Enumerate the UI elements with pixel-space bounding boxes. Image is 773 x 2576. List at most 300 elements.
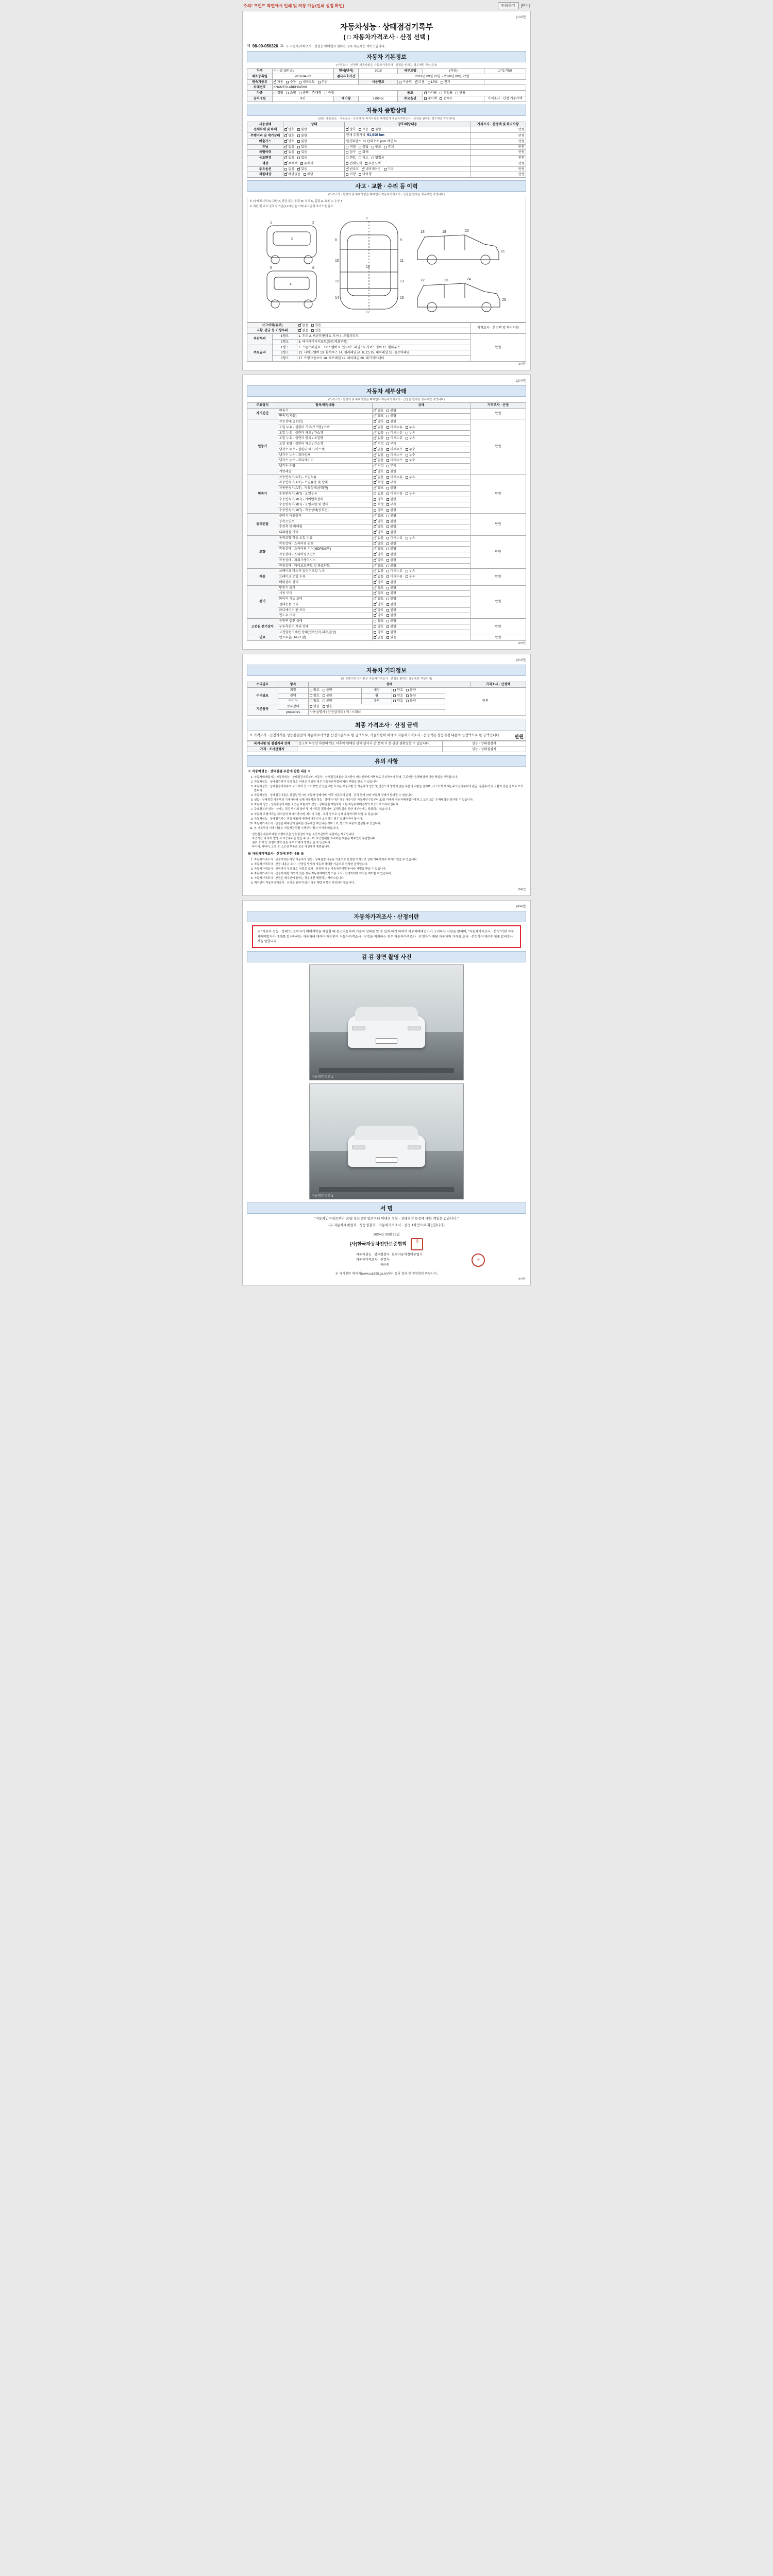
detail-opts-2-2[interactable] [373, 486, 470, 492]
opt-text: 전체도색 [349, 161, 362, 165]
opt-text: 양호 [377, 519, 384, 523]
doc-number-value: 98-00-050326 [252, 44, 278, 48]
other-item-0: 외장 [278, 687, 309, 693]
history-accident-opts[interactable] [297, 323, 470, 328]
opt-text: 불량 [390, 469, 397, 473]
opt-text: 없음 [377, 475, 384, 479]
detail-item-4-2: 작동상태 - 스티어링 기어(MDPS포함) [278, 547, 373, 552]
table-row [247, 139, 526, 144]
other-opts-1[interactable] [392, 687, 445, 693]
detail-item-5-2: 배력장치 상태 [278, 580, 373, 585]
opt-text: 누유 [409, 431, 415, 435]
opt-text: 없음 [377, 492, 384, 496]
opt-text: 장치 [388, 145, 394, 149]
svg-text:3: 3 [291, 237, 293, 241]
detail-item-6-4: 라디에이터 팬 모터 [278, 607, 373, 613]
overall-row-opts-4[interactable] [283, 150, 345, 156]
detail-opts-5-2[interactable] [373, 580, 470, 585]
option-options[interactable] [423, 96, 484, 101]
history-outer-rank1: 1. 후드 2. 프론트펜더 3. 도어 4. 트렁크리드 [297, 334, 470, 340]
table-row [247, 687, 526, 693]
detail-group-0: 자기진단 [247, 408, 278, 419]
detail-item-5-1: 브레이크 오일 누유 [278, 574, 373, 580]
opt-text: 양호 [377, 608, 384, 612]
page-mark-1-bottom: (1/4면) [517, 362, 526, 366]
detail-opts-1-6[interactable] [373, 452, 470, 458]
detail-opts-1-9[interactable] [373, 469, 470, 474]
opt-text: 불량 [375, 128, 381, 132]
svg-text:22: 22 [421, 278, 425, 282]
overall-row-opts-3[interactable] [283, 144, 345, 150]
list-item: 1. 자동차가격조사 · 산정가격은 해당 자동차의 성능 · 상태점검 내용을 기준으로 산정한 가격으로 실제 거래가격과 차이가 있을 수 있습니다. [254, 858, 525, 862]
overall-th-2: 양호/해당내용 [345, 122, 470, 127]
detail-opts-7-1[interactable] [373, 624, 470, 630]
opt-text: 있음 [315, 323, 322, 327]
detail-opts-4-4[interactable] [373, 557, 470, 563]
fuel-opt-0: 가솔린 [402, 80, 412, 84]
final-note-1: ※ 가격조사 · 산정가격은 성능점검일의 자동차로가액을 산정기준으로 한 금액으로, 기술사항이 아래의 자동차가격조사 · 산정액은 성능점검 내용의 산정액으로 한 금액입니다. [249, 733, 500, 737]
detail-opts-0-1[interactable] [373, 414, 470, 419]
row-label-seats: 승차정원 [247, 96, 273, 101]
usage-options[interactable] [423, 91, 526, 96]
other-th-3: 가격조사 · 산정액 [470, 682, 526, 688]
headlight-left-icon [352, 1145, 365, 1149]
doc-number-label: 제 [247, 44, 250, 48]
opt-text: 불량 [390, 409, 397, 413]
opt-text: 양호 [377, 558, 384, 562]
buyer-label: 매수인 [380, 1263, 390, 1267]
notice-title: 유의 사항 [247, 755, 526, 767]
detail-item-6-0: 발전기 출력 [278, 585, 373, 591]
svg-text:23: 23 [444, 278, 448, 282]
svg-text:11: 11 [400, 259, 404, 263]
detail-item-1-3: 오일 누유 - 실린더 블록 / 오일팬 [278, 436, 373, 442]
opt-text: 없음 [377, 636, 384, 640]
detail-opts-2-6[interactable] [373, 508, 470, 514]
detail-th-0: 주요장치 [247, 402, 278, 408]
opt-text: 부족 [390, 481, 397, 485]
opt-text: 양호 [288, 128, 295, 132]
overall-row-detail-4[interactable] [345, 150, 470, 156]
detail-opts-6-3[interactable] [373, 602, 470, 607]
opt-text: 양호 [377, 564, 384, 568]
detail-opts-2-5[interactable] [373, 502, 470, 508]
car-diagram-svg [263, 210, 510, 321]
table-row [247, 144, 526, 150]
overall-row-opts-0[interactable] [283, 127, 345, 133]
opt-text: 적정 [377, 481, 384, 485]
detail-opts-2-3[interactable] [373, 491, 470, 497]
opt-text: 불량 [390, 519, 397, 523]
other-opts-4[interactable] [309, 699, 362, 704]
opt-text: 없음 [377, 569, 384, 573]
opt-text: 양호 [377, 514, 384, 518]
detail-opts-4-1[interactable] [373, 541, 470, 547]
final-inspector-2: 성능 · 상태점검자 [442, 747, 526, 752]
history-right-amount: 만원 [470, 334, 526, 362]
inspector-stamp: 인 [472, 1253, 485, 1267]
opt-text: 양호 [397, 688, 404, 692]
opt-text: 있음 [315, 329, 322, 333]
opt-text: 유채색 [304, 161, 313, 165]
detail-opts-4-3[interactable] [373, 552, 470, 558]
other-opts-6[interactable] [309, 704, 445, 710]
photo-caption-2: 성능점검 장면 2 [312, 1195, 333, 1198]
overall-row-detail-7[interactable] [345, 166, 470, 172]
print-button[interactable]: 인쇄하기 [498, 2, 519, 9]
fuel-options[interactable] [398, 79, 484, 85]
type-opt-2: 중형 [303, 91, 309, 95]
page-mark-2-bottom: (2/4면) [517, 642, 526, 645]
detail-opts-8-0[interactable] [373, 635, 470, 641]
list-item: 2. 자동차가격조사 · 산정 내용은 조사 · 산정일 당시의 자동차 상태를 기준으로 산정한 금액입니다. [254, 862, 525, 867]
transmission-opt-3: 무단 [321, 80, 328, 84]
opt-text: 양호 [377, 614, 384, 618]
detail-opts-3-3[interactable] [373, 530, 470, 536]
svg-text:20: 20 [465, 229, 469, 233]
detail-opts-2-4[interactable] [373, 497, 470, 502]
value-inspect-valid: 2019년 09월 23일 ~ 2020년 09월 22일 [359, 74, 526, 79]
detail-group-6: 전기 [247, 585, 278, 619]
other-th-1: 항목 [278, 682, 309, 688]
detail-th-2: 상태 [373, 402, 470, 408]
opt-text: 불량 [390, 624, 397, 629]
page-mark-4-bottom: (4/4면) [517, 1277, 526, 1281]
overall-row-opts-7[interactable] [283, 166, 345, 172]
detail-amount-7: 만원 [470, 619, 526, 635]
overall-row-detail-8[interactable] [345, 172, 470, 178]
overall-row-opts-6[interactable] [283, 161, 345, 166]
table-row [247, 408, 526, 414]
overall-row-detail-3[interactable] [345, 144, 470, 150]
opt-text: 양호 [313, 699, 320, 703]
overall-row-label-1: 주행거리 및 계기상태 [247, 133, 283, 139]
opt-text: 양호 [377, 630, 384, 634]
other-th-2: 상태 [309, 682, 470, 688]
detail-item-7-2: 고전압전기배선 상태(접속단자,피복,손상) [278, 630, 373, 635]
svg-text:6: 6 [312, 266, 314, 270]
other-item-5: 유리 [361, 699, 392, 704]
signature-date: 2024년 03월 13일 [373, 1232, 400, 1236]
sub-item: 보증기간 내 하자 발생 시 보증수리를 받을 수 있으며, 보증범위를 초과하는 부분은 매수인이 부담합니다. [252, 837, 377, 841]
headlight-right-icon [408, 1145, 421, 1149]
detail-item-1-7: 냉각수 누수 - 라디에이터 [278, 458, 373, 464]
overall-th-0: 사용상태 [247, 122, 283, 127]
overall-row-detail-2 [345, 139, 470, 144]
row-label-fuel: 사용연료 [359, 79, 398, 85]
page-title: 자동차성능 · 상태점검기록부 [340, 23, 433, 31]
detail-opts-6-1[interactable] [373, 591, 470, 597]
detail-opts-1-3[interactable] [373, 436, 470, 442]
other-opts-2[interactable] [309, 693, 362, 699]
sheet-page-4 [242, 900, 531, 1285]
opt-text: 없음 [377, 459, 384, 463]
final-row-label-2: 가격 · 조사산정자 [247, 747, 297, 752]
history-exchange-opts[interactable] [297, 328, 470, 334]
detail-opts-1-5[interactable] [373, 447, 470, 452]
opt-text: 양호 [377, 553, 384, 556]
section-other-note: (및 특별이력 등사선은 자동차가격조사 · 산정을 원하는 경우에만 작성니다) [341, 677, 432, 681]
opt-text: 영업용 [375, 156, 384, 160]
opt-text: 미세누유 [390, 475, 403, 479]
detail-opts-1-7[interactable] [373, 458, 470, 464]
svg-text:24: 24 [467, 277, 471, 281]
opt-text: 해당 [307, 173, 313, 177]
list-item: 3. 자동차가격조사 · 산정자가 부정 또는 허위로 조사 · 산정한 경우 자동차관리법에 따라 처벌을 받을 수 있습니다. [254, 867, 525, 871]
detail-item-8-0: 연료누출(LPG포함) [278, 635, 373, 641]
section-history-note: (가격조사 · 산정에 및 복지사항은 매매업자 자동차가격조사 · 산정을 원하는 경우에만 작성니다) [328, 193, 445, 196]
opt-text: 없음 [302, 323, 309, 327]
overall-row-label-7: 주요옵션 [247, 166, 283, 172]
table-row [247, 419, 526, 425]
table-row [247, 569, 526, 574]
signature-table [283, 1252, 490, 1267]
detail-opts-6-5[interactable] [373, 613, 470, 619]
opt-text: 부분도색 [368, 161, 381, 165]
opt-text: 불량 [390, 614, 397, 618]
detail-opts-6-4[interactable] [373, 607, 470, 613]
history-inner-rank2: 12. 사이드멤버 13. 휠하우스 14. 필러패널 (A, B, C) 15. 대쉬패널 16. 플로어패널 [297, 350, 470, 356]
overall-row-detail-5[interactable] [345, 156, 470, 161]
opt-text: 누수 [409, 459, 415, 463]
detail-opts-2-1[interactable] [373, 480, 470, 486]
opt-text: 불량 [390, 514, 397, 518]
svg-text:8: 8 [335, 238, 337, 242]
section-basic-info-note: (가격조사 · 산정액 계속사항은 자동차가격조사 · 산정을 원하는 경우에만 작성니다) [335, 64, 438, 67]
history-exchange-label: 교환, 판금 등 이상부위 [247, 328, 297, 334]
history-outer-label: 외판부위 [247, 334, 273, 345]
sub-item: 타이어, 배터리, 오일 등 소모성 부품은 보증 대상에서 제외됩니다. [252, 845, 330, 849]
detail-item-1-1: 오일 누유 - 실린더 커버(로커암) 커버 [278, 425, 373, 430]
detail-amount-8: 만원 [470, 635, 526, 641]
opt-text: 양호 [377, 624, 384, 629]
opt-text: 양호 [288, 133, 295, 138]
detail-opts-3-2[interactable] [373, 524, 470, 530]
detail-opts-5-0[interactable] [373, 569, 470, 574]
opt-text: 누수 [409, 453, 415, 457]
overall-row-opts-2[interactable] [283, 139, 345, 144]
opt-text: 양호 [377, 602, 384, 606]
opt-text: 없음 [288, 156, 295, 160]
other-item-7: projectors [278, 709, 309, 715]
opt-text: 양호 [313, 693, 320, 698]
detail-amount-5: 만원 [470, 569, 526, 585]
opt-text: 없음 [288, 150, 295, 155]
opt-text: 미세누유 [390, 431, 403, 435]
opt-text: 불량 [390, 509, 397, 512]
opt-text: 기타 [387, 167, 394, 171]
opt-text: 미세누수 [390, 453, 403, 457]
svg-text:5: 5 [270, 266, 272, 270]
detail-opts-6-2[interactable] [373, 597, 470, 602]
opt-text: 불량 [326, 693, 332, 698]
license-plate [376, 1157, 397, 1163]
other-item-1: 내장 [361, 687, 392, 693]
opt-text: 미세누수 [390, 447, 403, 451]
row-label-option: 주요옵션 [398, 96, 423, 101]
table-row [247, 513, 526, 519]
overall-row-amount-6: 만원 [470, 161, 526, 166]
opt-text: 양호 [377, 414, 384, 418]
type-options[interactable] [272, 91, 397, 96]
overall-row-label-0: 전체차체 및 하체 [247, 127, 283, 133]
other-opts-0[interactable] [309, 687, 362, 693]
table-row [247, 619, 526, 624]
detail-item-4-4: 작동상태 - 파워크랭크시스 [278, 557, 373, 563]
other-item-2: 광택 [278, 693, 309, 699]
detail-opts-3-1[interactable] [373, 519, 470, 524]
row-label-year: 연식(년식) [333, 69, 359, 74]
footer-note: ※ 자기진단 페이지(www.car365.go.kr)에서 등록 결과 및 진위확인 바랍니다. [335, 1272, 438, 1276]
opt-text: 불량 [390, 591, 397, 596]
overall-row-label-2: 배출가스 [247, 139, 283, 144]
detail-opts-0-0[interactable] [373, 408, 470, 414]
section-detail-note: (가격조사 · 산정에 및 복지사항은 매매업자 자동차가격조사 · 산정을 원하는 경우에만 작성니다) [328, 398, 445, 401]
detail-opts-7-2[interactable] [373, 630, 470, 635]
detail-group-3: 동력전달 [247, 513, 278, 535]
table-row [283, 1263, 490, 1268]
value-displacement: 2199 cc [359, 96, 398, 101]
opt-text: 불량 [326, 688, 332, 692]
usage-opt-0: 자가용 [427, 91, 437, 95]
taillight-right-icon [408, 1026, 421, 1030]
appraisal-info-body: ※ "자동차 성능 · 상태"는 소비자가 매매계약을 체결할 때 중고자동차의 기술적 상태를 알 수 있게 하기 위하여 자동차매매업자가 고지하는 사항을 말하며, "자동차가격조사 · 산정"이란 자동차매매업자가 매매를 알선하려는 자동차에 대하여 매수인이 자동차가격조사 · 산정을 의뢰하는 경우 자동차가격조사 · 산정자가 해당 자동차의 가격을 조사 · 산정하여 매수인에게 알려주는 것을 말합니다. [257, 930, 514, 943]
notice-body [247, 769, 526, 885]
opt-text: 있음 [301, 167, 307, 171]
table-row [283, 1252, 490, 1258]
opt-text: 미세누유 [390, 569, 403, 573]
opt-text: 양호 [377, 409, 384, 413]
photo-car-front [348, 1135, 425, 1167]
other-opts-3[interactable] [392, 693, 445, 699]
history-outer-rank2-label: 2랭크 [272, 339, 297, 345]
history-inner-label: 주요골격 [247, 345, 273, 361]
overall-row-opts-5[interactable] [283, 156, 345, 161]
opt-text: 미세누수 [390, 459, 403, 463]
detail-opts-4-2[interactable] [373, 547, 470, 552]
opt-text: 누유 [409, 536, 415, 540]
other-amount: 만원 [445, 687, 526, 715]
detail-opts-1-2[interactable] [373, 430, 470, 436]
type-opt-0: 경형 [277, 91, 283, 95]
page-subtitle: ( □ 자동차가격조사 · 산정 선택 ) [343, 33, 430, 41]
list-item: 9. 자동차성능 · 상태점검자는 점검 내용에 대하여 매수인이 요청하는 경우 설명하여야 합니다. [254, 817, 525, 821]
opt-text: 누수 [409, 447, 415, 451]
opt-text: 양호 [377, 580, 384, 584]
option-opt-1: 에어백 [427, 96, 437, 100]
overall-row-opts-8[interactable] [283, 172, 345, 178]
svg-text:18: 18 [421, 230, 425, 234]
row-label-carname: 차명 [247, 69, 273, 74]
transmission-options[interactable] [272, 79, 359, 85]
notice-group1-title: ※ 자동차성능 · 상태점검 부분에 관한 내용 ※ [248, 770, 311, 774]
page-mark-4: (4/4면) [516, 905, 526, 909]
top-toolbar [242, 0, 531, 11]
opt-text: 불량 [390, 630, 397, 634]
opt-text: 양호 [377, 531, 384, 534]
detail-opts-4-5[interactable] [373, 563, 470, 569]
overall-state-table [247, 122, 526, 178]
opt-text: 미세누유 [390, 492, 403, 496]
svg-text:15: 15 [400, 296, 404, 300]
overall-row-detail-6[interactable] [345, 161, 470, 166]
opt-text: 해당없음 [288, 173, 301, 177]
opt-text: 없음 [377, 431, 384, 435]
signature-stamp-cell [465, 1252, 490, 1267]
opt-text: 미세누유 [390, 425, 403, 429]
opt-text: 부족 [390, 503, 397, 507]
history-amount-note: 가격조사 · 산정액 및 복지사항 [470, 323, 526, 334]
detail-opts-1-4[interactable] [373, 442, 470, 447]
detail-amount-3: 만원 [470, 513, 526, 535]
detail-state-table [247, 402, 526, 641]
list-item: 5. 성능 · 상태점검 기록부의 기재사항과 실제 자동차의 성능 · 상태가 다른 경우 매수인은 자동차인수일부터 30일 이내에 자동차매매업자에게 그 보수 또는 손해배상을 청구할 수 있습니다. [254, 798, 525, 802]
overall-row-opts-1[interactable] [283, 133, 345, 139]
page-mark-2: (2/4면) [516, 379, 526, 383]
list-item: 11. 본 기록부의 기재 내용은 자동차관리법 시행규칙 별지 서식에 따릅니다. [254, 826, 525, 831]
value-vin: KNAMES1ABKH045H0 [272, 85, 526, 91]
other-item-3: 휠 [361, 693, 392, 699]
overall-th-3: 가격조사 · 산정액 및 복지사항 [470, 122, 526, 127]
detail-opts-1-0[interactable] [373, 419, 470, 425]
detail-item-1-2: 오일 누유 - 실린더 헤드 / 가스켓 [278, 430, 373, 436]
emission-value: % 탄화수소 ppm 매연 % [363, 139, 397, 143]
type-opt-3: 대형 [315, 91, 322, 95]
detail-group-8: 연료 [247, 635, 278, 641]
opt-text: 없음 [377, 536, 384, 540]
photo-caption-1: 성능점검 장면 1 [312, 1076, 333, 1079]
signature-block [247, 1214, 526, 1268]
detail-item-1-5: 냉각수 누수 - 실린더 헤드/가스켓 [278, 447, 373, 452]
other-opts-5[interactable] [392, 699, 445, 704]
detail-opts-4-0[interactable] [373, 535, 470, 541]
overall-row-detail-0[interactable] [345, 127, 470, 133]
detail-opts-6-0[interactable] [373, 585, 470, 591]
detail-opts-3-0[interactable] [373, 513, 470, 519]
svg-text:19: 19 [442, 230, 446, 234]
detail-amount-0: 만원 [470, 408, 526, 419]
list-item: 7. 주요장치의 성능 · 상태는 점검 당시의 육안 및 기기점검 결과이며, 분해점검을 통한 내부상태는 포함되지 않습니다. [254, 807, 525, 811]
row-label-type: 차종 [247, 91, 273, 96]
opt-text: 양호 [349, 128, 356, 132]
buyer-name [391, 1263, 465, 1268]
row-label-first-reg: 최초등록일 [247, 74, 273, 79]
detail-opts-2-0[interactable] [373, 474, 470, 480]
transmission-opt-2: 세미오토 [303, 80, 315, 84]
opt-text: 불량 [409, 693, 416, 698]
opt-text: 양호 [377, 619, 384, 623]
detail-opts-7-0[interactable] [373, 619, 470, 624]
table-row [247, 585, 526, 591]
detail-opts-1-8[interactable] [373, 464, 470, 469]
type-opt-1: 소형 [290, 91, 296, 95]
mileage-value: 91,816 km [367, 133, 384, 137]
history-accident-label: 사고이력(유무) [247, 323, 297, 328]
section-overall-title: 자동차 종합상태 [247, 105, 526, 116]
opt-text: 불량 [390, 525, 397, 529]
signature-association [247, 1238, 526, 1250]
detail-item-2-0: 자동변속기(A/T) - 오일누유 [278, 474, 373, 480]
table-row [247, 156, 526, 161]
opt-text: 이행 [349, 173, 356, 177]
detail-opts-1-1[interactable] [373, 425, 470, 430]
overall-row-label-3: 튜닝 [247, 144, 283, 150]
opt-text: 없음 [288, 145, 295, 149]
detail-opts-5-1[interactable] [373, 574, 470, 580]
close-link[interactable]: [닫기] [520, 4, 530, 8]
opt-text: 없음 [288, 167, 295, 171]
svg-text:12: 12 [335, 279, 339, 283]
